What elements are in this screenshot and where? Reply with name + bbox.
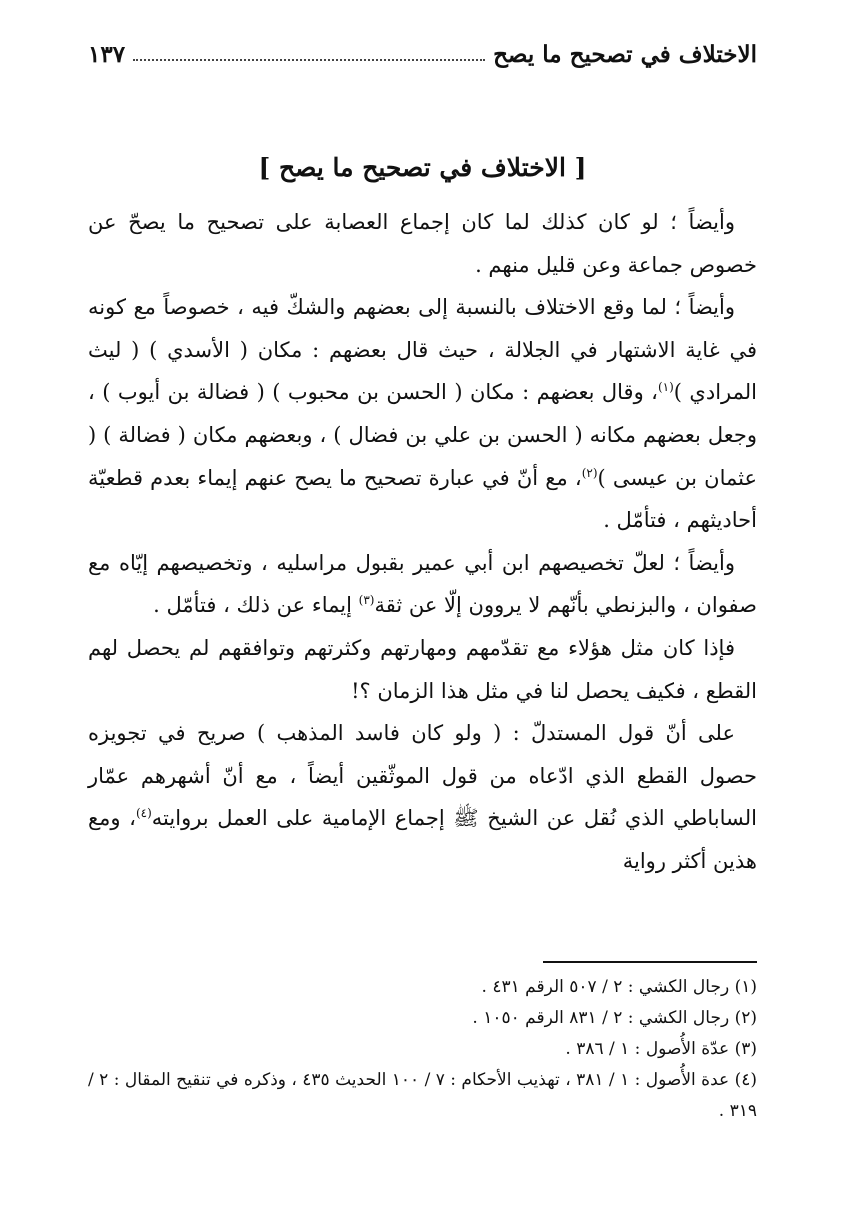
- footnote: (٢) رجال الكشي : ٢ / ٨٣١ الرقم ١٠٥٠ .: [472, 1008, 757, 1028]
- footnote: (٣) عدّة الأُصول : ١ / ٣٨٦ .: [565, 1039, 757, 1059]
- paragraph: وأيضاً ؛ لعلّ تخصيصهم ابن أبي عمير بقبول مراسليه ، وتخصيصهم إيّاه مع صفوان ، والبزنطي بأنّهم لا يروون إلّا عن ثقة$^{(٣)}$ إيماء عن ذلك ، فتأمّل .: [88, 550, 757, 618]
- paragraph: وأيضاً ؛ لما وقع الاختلاف بالنسبة إلى بعضهم والشكّ فيه ، خصوصاً مع كونه في غاية الاشتهار في الجلالة ، حيث قال بعضهم : مكان ( الأسدي ) ( ليث المرادي )$^{(١)}$، وقال بعضهم : مكان ( الحسن بن محبوب ) ( فضالة بن أيوب ) ، وجعل بعضهم مكانه ( الحسن بن علي بن فضال ) ، وبعضهم مكان ( فضالة ) ( عثمان بن عيسى )$^{(٢)}$، مع أنّ في عبارة تصحيح ما يصح عنهم إيماء بعدم قطعيّة أحاديثهم ، فتأمّل .: [88, 295, 757, 533]
- section-heading: [ الاختلاف في تصحيح ما يصح ]: [258, 153, 587, 182]
- honorific-glyph: ﷺ: [453, 806, 479, 831]
- footnote-ref: (٣): [358, 593, 375, 608]
- page-number: ١٣٧: [88, 40, 126, 68]
- footnote-separator: [543, 961, 757, 963]
- footnote: (١) رجال الكشي : ٢ / ٥٠٧ الرقم ٤٣١ .: [481, 977, 757, 997]
- dot-leader: [133, 59, 485, 61]
- footnote-ref: (٤): [135, 806, 152, 821]
- footnote-ref: (٢): [581, 465, 598, 480]
- paragraph: على أنّ قول المستدلّ : ( ولو كان فاسد المذهب ) صريح في تجويزه حصول القطع الذي ادّعاه من قول الموثّقين أيضاً ، مع أنّ أشهرهم عمّار الساباطي الذي نُقل عن الشيخ ﷺ إجماع الإمامية على العمل بروايته$^{(٤)}$، ومع هذين أكثر رواية: [88, 721, 758, 873]
- paragraph: وأيضاً ؛ لو كان كذلك لما كان إجماع العصابة على تصحيح ما يصحّ عن خصوص جماعة وعن قليل منهم .: [88, 210, 757, 277]
- body-text: [88, 201, 757, 883]
- footnotes: [88, 972, 757, 1127]
- paragraph: فإذا كان مثل هؤلاء مع تقدّمهم ومهارتهم وكثرتهم وتوافقهم لم يحصل لهم القطع ، فكيف يحصل لنا في مثل هذا الزمان ؟!: [88, 635, 757, 703]
- footnote: (٤) عدة الأُصول : ١ / ٣٨١ ، تهذيب الأحكام : ٧ / ١٠٠ الحديث ٤٣٥ ، وذكره في تنقيح المقال : ٢ / ٣١٩ .: [88, 1070, 757, 1121]
- running-head-title: الاختلاف في تصحيح ما يصح: [493, 40, 757, 68]
- running-head: [88, 34, 757, 74]
- footnote-ref: (١): [657, 380, 674, 395]
